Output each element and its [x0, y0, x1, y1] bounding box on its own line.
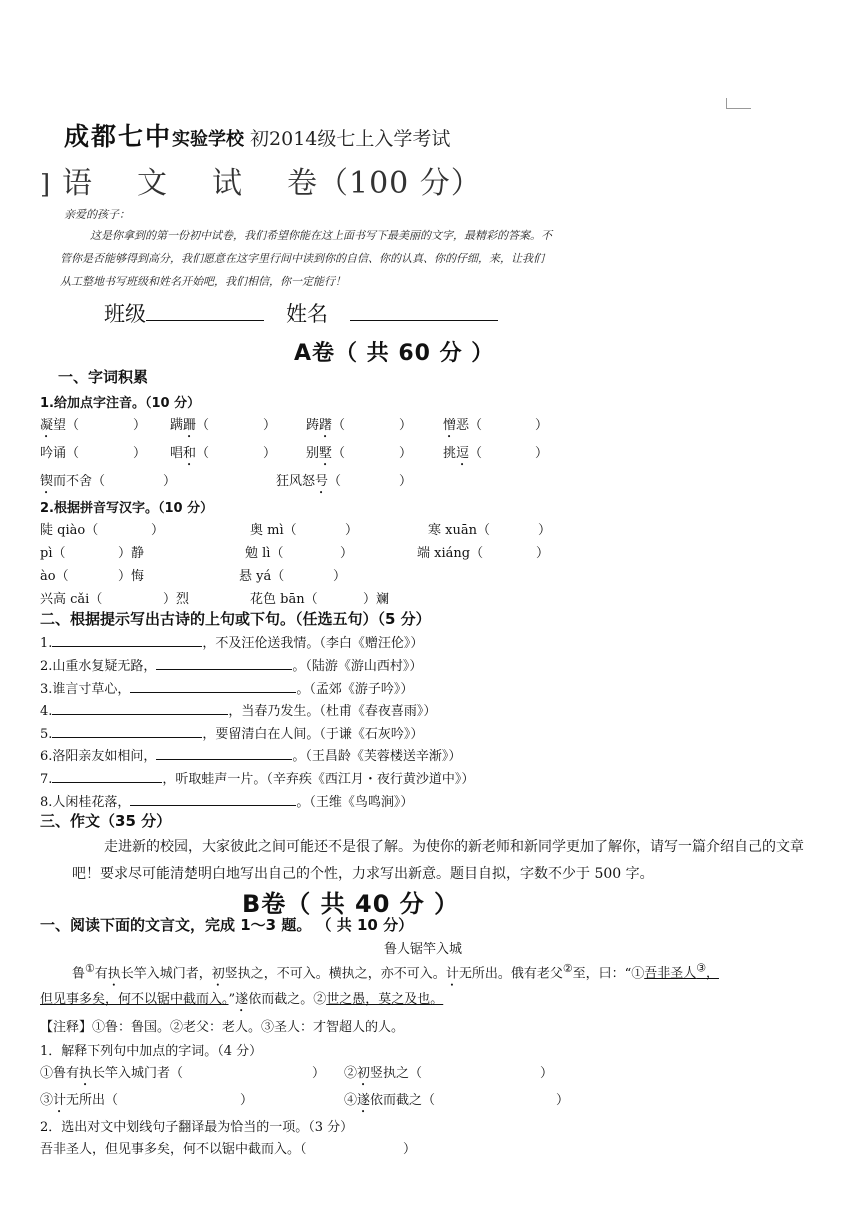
volume-b-title: B卷（ 共 40 分 ） — [242, 890, 460, 918]
section-2-title: 二、根据提示写出古诗的上句或下句。（任选五句）（5 分） — [40, 610, 431, 628]
passage-line-2: 但见事多矣，何不以锯中截而入。”遂依而截之。②世之愚，莫之及也。 — [40, 992, 444, 1007]
q2-close: ） — [151, 523, 165, 538]
q1-item: 吟诵（ — [40, 446, 80, 461]
subject-char-1: 语 — [62, 166, 93, 201]
q1-close: ） — [399, 474, 413, 489]
b-q1-a: ①鲁有执长竿入城门者（ — [40, 1066, 184, 1081]
q2-item: ào（ — [40, 569, 69, 584]
b-q2-text: 吾非圣人，但见事多矣，何不以锯中截而入。（ — [40, 1142, 307, 1157]
q1-title: 1.给加点字注音。（10 分） — [40, 396, 201, 411]
q2-item: 悬 yá（ — [239, 569, 285, 584]
section-1-title: 一、字词积累 — [58, 368, 149, 386]
b-q1-b-close: ） — [540, 1066, 554, 1081]
q2-close: ） — [345, 523, 359, 538]
q2-item: 端 xiáng（ — [417, 546, 484, 561]
q1-close: ） — [263, 446, 277, 461]
q1-item: 凝望（ — [40, 418, 80, 433]
q2-item: 花色 bān（ — [250, 592, 318, 607]
passage-line-1: 鲁①有执长竿入城门者，初竖执之，不可入。横执之，亦不可入。计无所出。俄有老父②至，曰：“①吾非圣人③， — [72, 962, 719, 982]
b-q2-title: 2．选出对文中划线句子翻译最为恰当的一项。（3 分） — [40, 1120, 354, 1135]
q1-close: ） — [535, 418, 549, 433]
q2-close: ）悔 — [118, 569, 145, 584]
poem-line-1: 1. ，不及汪伦送我情。（李白《赠汪伦》） — [40, 632, 423, 651]
b-q1-c: ③计无所出（ — [40, 1093, 119, 1108]
q2-item: pì（ — [40, 546, 66, 561]
q2-item: 勉 lì（ — [245, 546, 284, 561]
b-q2-close: ） — [403, 1142, 417, 1157]
passage-notes: 【注释】①鲁：鲁国。②老父：老人。③圣人：才智超人的人。 — [40, 1020, 405, 1035]
q2-close: ） — [536, 546, 550, 561]
school-main: 成都七中 — [64, 122, 173, 151]
q2-close: ） — [340, 546, 354, 561]
subject-char-4: 卷（100 分） — [287, 166, 482, 201]
intro-line-1: 这是你拿到的第一份初中试卷，我们希望你能在这上面书写下最美丽的文字，最精彩的答案。不 — [90, 229, 552, 242]
section-b1-title: 一、阅读下面的文言文，完成 1～3 题。 （ 共 10 分） — [40, 916, 414, 934]
poem-line-7: 7. ，听取蛙声一片。（辛弃疾《西江月・夜行黄沙道中》） — [40, 768, 474, 787]
q2-item: 奥 mì（ — [250, 523, 297, 538]
poem-line-8: 8.人闲桂花落， 。（王维《鸟鸣涧》） — [40, 791, 413, 810]
passage-title: 鲁人锯竿入城 — [384, 942, 463, 957]
poem-line-5: 5. ，要留清白在人间。（于谦《石灰吟》） — [40, 723, 423, 742]
q1-item: 别墅（ — [306, 446, 346, 461]
q1-item: 憎恶（ — [443, 418, 483, 433]
q1-close: ） — [399, 418, 413, 433]
q1-close: ） — [163, 474, 177, 489]
corner-mark — [726, 98, 751, 109]
b-q1-b: ②初竖执之（ — [344, 1066, 423, 1081]
q1-close: ） — [535, 446, 549, 461]
greeting: 亲爱的孩子： — [64, 208, 130, 221]
subject-title — [62, 158, 482, 202]
poem-line-6: 6.洛阳亲友如相问， 。（王昌龄《芙蓉楼送辛渐》） — [40, 745, 461, 764]
q2-title: 2.根据拼音写汉字。（10 分） — [40, 501, 214, 516]
class-label: 班级 — [104, 302, 146, 326]
q1-item: 踌躇（ — [306, 418, 346, 433]
b-q1-title: 1．解释下列句中加点的字词。（4 分） — [40, 1044, 263, 1059]
q2-item: 寒 xuān（ — [428, 523, 490, 538]
q1-close: ） — [263, 418, 277, 433]
b-q1-a-close: ） — [312, 1066, 326, 1081]
q1-close: ） — [133, 418, 147, 433]
essay-prompt: 走进新的校园，大家彼此之间可能还不是很了解。为使你的新老师和新同学更加了解你，请写一篇介绍自己的文章吧！要求尽可能清楚明白地写出自己的个性，力求写出新意。题目自拟，字数不少于 500 字。 — [72, 839, 804, 882]
intro-line-2: 管你是否能够得到高分，我们愿意在这字里行间中读到你的自信、你的认真、你的仔细，来，让我们 — [60, 252, 544, 265]
section-3-title: 三、作文（35 分） — [40, 812, 172, 830]
subject-char-2: 文 — [137, 166, 168, 201]
volume-a-title: A卷（ 共 60 分 ） — [294, 341, 495, 366]
b-q1-c-close: ） — [240, 1093, 254, 1108]
q1-close: ） — [399, 446, 413, 461]
poem-line-2: 2.山重水复疑无路， 。（陆游《游山西村》） — [40, 655, 422, 674]
q2-close: ）斓 — [363, 592, 390, 607]
q2-close: ）烈 — [163, 592, 190, 607]
poem-line-4: 4. ，当春乃发生。（杜甫《春夜喜雨》） — [40, 700, 436, 719]
student-info — [104, 298, 498, 328]
bracket-mark: ] — [40, 170, 51, 200]
q2-item: 兴高 cǎi（ — [40, 592, 103, 607]
q2-close: ） — [538, 523, 552, 538]
q2-close: ） — [333, 569, 347, 584]
school-title — [64, 117, 450, 153]
intro-line-3: 从工整地书写班级和姓名开始吧，我们相信，你一定能行！ — [60, 275, 346, 288]
poem-line-3: 3.谁言寸草心， 。（孟郊《游子吟》） — [40, 678, 413, 697]
q2-close: ）静 — [118, 546, 145, 561]
exam-title: 初2014级七上入学考试 — [250, 128, 451, 150]
q1-item: 锲而不舍（ — [40, 474, 106, 489]
subject-char-3: 试 — [212, 166, 243, 201]
name-label: 姓名 — [286, 302, 328, 326]
q1-item: 狂风怒号（ — [276, 474, 342, 489]
q2-item: 陡 qiào（ — [40, 523, 99, 538]
name-field[interactable] — [350, 300, 498, 321]
q1-item: 挑逗（ — [443, 446, 483, 461]
school-sub: 实验学校 — [172, 129, 245, 150]
b-q1-d: ④遂依而截之（ — [344, 1093, 436, 1108]
q1-item: 蹒跚（ — [170, 418, 210, 433]
q1-item: 唱和（ — [170, 446, 210, 461]
q1-close: ） — [133, 446, 147, 461]
class-field[interactable] — [146, 300, 264, 321]
b-q1-d-close: ） — [556, 1093, 570, 1108]
